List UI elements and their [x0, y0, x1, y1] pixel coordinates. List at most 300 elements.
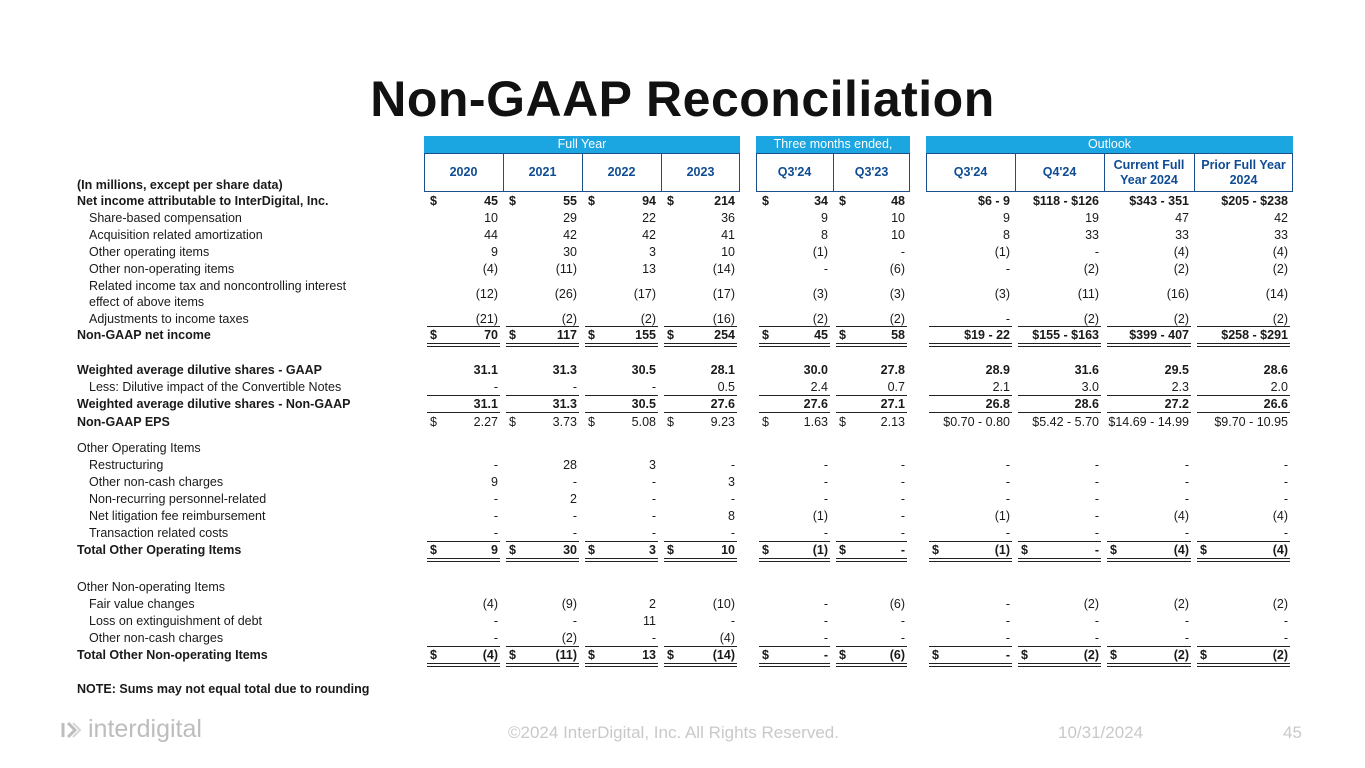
- cell: 2.4: [810, 380, 828, 394]
- underline: [1018, 395, 1101, 396]
- underline: [929, 395, 1012, 396]
- cell: -: [651, 475, 656, 489]
- units-label: (In millions, except per share data): [77, 178, 283, 192]
- dollar-sign: $: [588, 648, 595, 662]
- brand-name: interdigital: [88, 715, 202, 743]
- double-underline: [585, 343, 658, 347]
- double-underline: [585, 663, 658, 667]
- cell: -: [1184, 475, 1189, 489]
- column-divider: [582, 153, 583, 192]
- cell: 3: [649, 543, 656, 557]
- column-divider: [1104, 153, 1105, 192]
- cell: (9): [561, 597, 577, 611]
- cell: -: [651, 380, 656, 394]
- dollar-sign: $: [1200, 648, 1207, 662]
- double-underline: [427, 343, 500, 347]
- cell: -: [493, 614, 498, 628]
- cell: 31.3: [552, 363, 577, 377]
- cell: 55: [563, 194, 577, 208]
- underline: [1018, 541, 1101, 542]
- dollar-sign: $: [509, 194, 516, 208]
- cell: (17): [633, 287, 656, 301]
- underline: [664, 395, 737, 396]
- cell: -: [900, 245, 905, 259]
- cell: (2): [1272, 262, 1288, 276]
- cell: 41: [721, 228, 735, 242]
- row-label: Net litigation fee reimbursement: [89, 509, 266, 523]
- double-underline: [1018, 663, 1101, 667]
- cell: 2.13: [880, 415, 905, 429]
- dollar-sign: $: [588, 543, 595, 557]
- cell: 10: [721, 543, 735, 557]
- cell: -: [1283, 475, 1288, 489]
- cell: -: [730, 526, 735, 540]
- dollar-sign: $: [839, 194, 846, 208]
- cell: 3: [728, 475, 735, 489]
- underline: [1107, 395, 1191, 396]
- cell: -: [823, 458, 828, 472]
- cell: 10: [721, 245, 735, 259]
- cell: 155: [635, 328, 656, 342]
- cell: 31.1: [473, 397, 498, 411]
- cell: -: [1283, 614, 1288, 628]
- cell: 8: [728, 509, 735, 523]
- underline: [1197, 412, 1290, 413]
- cell: 42: [642, 228, 656, 242]
- cell: (1): [994, 245, 1010, 259]
- cell: $5.42 - 5.70: [1032, 415, 1099, 429]
- cell: 33: [1175, 228, 1189, 242]
- underline: [427, 646, 500, 647]
- cell: $118 - $126: [1032, 194, 1099, 208]
- cell: (2): [1083, 312, 1099, 326]
- cell: $155 - $163: [1032, 328, 1099, 342]
- cell: 3.73: [552, 415, 577, 429]
- cell: 0.5: [717, 380, 735, 394]
- cell: -: [900, 458, 905, 472]
- cell: 31.6: [1074, 363, 1099, 377]
- underline: [759, 326, 830, 327]
- double-underline: [506, 558, 579, 562]
- cell: -: [1283, 526, 1288, 540]
- cell: 10: [891, 211, 905, 225]
- cell: -: [1094, 492, 1099, 506]
- cell: $258 - $291: [1221, 328, 1288, 342]
- cell: 2.27: [473, 415, 498, 429]
- cell: 2.0: [1270, 380, 1288, 394]
- row-label: Loss on extinguishment of debt: [89, 614, 263, 628]
- cell: -: [651, 631, 656, 645]
- dollar-sign: $: [430, 648, 437, 662]
- cell: 10: [891, 228, 905, 242]
- cell: (11): [555, 648, 577, 662]
- cell: (2): [1173, 597, 1189, 611]
- underline: [1107, 412, 1191, 413]
- cell: 29: [563, 211, 577, 225]
- cell: 28.6: [1263, 363, 1288, 377]
- row-label: Acquisition related amortization: [89, 228, 263, 242]
- cell: -: [823, 648, 828, 662]
- cell: -: [572, 380, 577, 394]
- cell: -: [493, 380, 498, 394]
- cell: 70: [484, 328, 498, 342]
- cell: 28.6: [1074, 397, 1099, 411]
- cell: (16): [1166, 287, 1189, 301]
- cell: $19 - 22: [964, 328, 1010, 342]
- dollar-sign: $: [430, 543, 437, 557]
- cell: -: [1005, 526, 1010, 540]
- cell: 30: [563, 543, 577, 557]
- cell: 2: [649, 597, 656, 611]
- cell: 19: [1085, 211, 1099, 225]
- cell: (3): [994, 287, 1010, 301]
- dollar-sign: $: [588, 328, 595, 342]
- double-underline: [664, 343, 737, 347]
- underline: [664, 326, 737, 327]
- underline: [1197, 646, 1290, 647]
- cell: (3): [889, 287, 905, 301]
- underline: [1018, 326, 1101, 327]
- group-header-1: Three months ended,: [756, 136, 910, 153]
- underline: [836, 412, 907, 413]
- dollar-sign: $: [430, 194, 437, 208]
- cell: (6): [889, 262, 905, 276]
- underline: [585, 326, 658, 327]
- cell: 27.6: [710, 397, 735, 411]
- row-label: Net income attributable to InterDigital, Inc.: [77, 194, 329, 208]
- cell: (26): [554, 287, 577, 301]
- cell: 31.1: [473, 363, 498, 377]
- cell: -: [1184, 492, 1189, 506]
- cell: 47: [1175, 211, 1189, 225]
- row-label: Restructuring: [89, 458, 164, 472]
- cell: 28: [563, 458, 577, 472]
- row-label: Less: Dilutive impact of the Convertible Notes: [89, 380, 342, 394]
- row-label: Fair value changes: [89, 597, 195, 611]
- cell: -: [1005, 492, 1010, 506]
- cell: 26.8: [985, 397, 1010, 411]
- cell: -: [1283, 458, 1288, 472]
- row-label: Other non-cash charges: [89, 475, 224, 489]
- cell: (2): [561, 312, 577, 326]
- underline: [664, 646, 737, 647]
- dollar-sign: $: [1200, 543, 1207, 557]
- cell: (2): [1083, 597, 1099, 611]
- cell: -: [1005, 614, 1010, 628]
- cell: -: [730, 614, 735, 628]
- cell: (4): [1272, 245, 1288, 259]
- cell: (11): [1077, 287, 1099, 301]
- cell: (4): [719, 631, 735, 645]
- cell: -: [1184, 458, 1189, 472]
- cell: 9: [491, 543, 498, 557]
- cell: -: [900, 509, 905, 523]
- underline: [759, 412, 830, 413]
- dollar-sign: $: [667, 415, 674, 429]
- cell: (16): [712, 312, 735, 326]
- date-text: 10/31/2024: [1058, 723, 1144, 742]
- double-underline: [836, 558, 907, 562]
- row-label: Weighted average dilutive shares - Non-GAAP: [77, 397, 351, 411]
- underline: [1107, 646, 1191, 647]
- group-header-0: Full Year: [424, 136, 740, 153]
- cell: -: [1184, 631, 1189, 645]
- cell: -: [1005, 475, 1010, 489]
- rounding-note: NOTE: Sums may not equal total due to rounding: [77, 682, 370, 696]
- cell: -: [493, 509, 498, 523]
- cell: 34: [814, 194, 828, 208]
- underline: [585, 412, 658, 413]
- dollar-sign: $: [667, 328, 674, 342]
- cell: (4): [1272, 543, 1288, 557]
- double-underline: [759, 663, 830, 667]
- row-label: Transaction related costs: [89, 526, 229, 540]
- cell: -: [651, 509, 656, 523]
- double-underline: [1107, 558, 1191, 562]
- cell: -: [493, 458, 498, 472]
- underline: [836, 646, 907, 647]
- cell: -: [651, 492, 656, 506]
- underline: [585, 395, 658, 396]
- double-underline: [759, 558, 830, 562]
- row-label: Total Other Non-operating Items: [77, 648, 268, 662]
- cell: (2): [1083, 262, 1099, 276]
- column-divider: [1194, 153, 1195, 192]
- dollar-sign: $: [762, 648, 769, 662]
- dollar-sign: $: [667, 194, 674, 208]
- underline: [929, 541, 1012, 542]
- dollar-sign: $: [588, 194, 595, 208]
- cell: (11): [555, 262, 577, 276]
- dollar-sign: $: [932, 543, 939, 557]
- cell: 58: [891, 328, 905, 342]
- cell: 28.9: [985, 363, 1010, 377]
- cell: -: [651, 526, 656, 540]
- cell: 27.6: [803, 397, 828, 411]
- cell: 22: [642, 211, 656, 225]
- underline: [1107, 326, 1191, 327]
- cell: 214: [714, 194, 735, 208]
- column-header-3: 2023: [686, 165, 715, 179]
- double-underline: [836, 343, 907, 347]
- cell: (4): [482, 648, 498, 662]
- dollar-sign: $: [667, 648, 674, 662]
- double-underline: [836, 663, 907, 667]
- double-underline: [1197, 663, 1290, 667]
- row-label: Total Other Operating Items: [77, 543, 242, 557]
- cell: (2): [889, 312, 905, 326]
- cell: -: [1094, 458, 1099, 472]
- cell: (1): [812, 509, 828, 523]
- cell: -: [823, 475, 828, 489]
- cell: (21): [475, 312, 498, 326]
- cell: $6 - 9: [978, 194, 1010, 208]
- column-header-1: 2021: [528, 165, 557, 179]
- underline: [427, 326, 500, 327]
- cell: 2: [570, 492, 577, 506]
- cell: -: [1184, 526, 1189, 540]
- row-label: Other non-operating items: [89, 262, 235, 276]
- cell: (2): [1272, 648, 1288, 662]
- cell: (2): [1173, 648, 1189, 662]
- double-underline: [929, 663, 1012, 667]
- cell: (4): [1173, 245, 1189, 259]
- dollar-sign: $: [762, 194, 769, 208]
- dollar-sign: $: [839, 328, 846, 342]
- double-underline: [929, 558, 1012, 562]
- cell: (4): [1272, 509, 1288, 523]
- cell: (2): [640, 312, 656, 326]
- dollar-sign: $: [509, 543, 516, 557]
- cell: -: [1094, 245, 1099, 259]
- cell: 2.3: [1171, 380, 1189, 394]
- cell: -: [1005, 631, 1010, 645]
- underline: [664, 412, 737, 413]
- cell: -: [900, 631, 905, 645]
- cell: (10): [712, 597, 735, 611]
- cell: -: [900, 475, 905, 489]
- dollar-sign: $: [1021, 543, 1028, 557]
- dollar-sign: $: [932, 648, 939, 662]
- dollar-sign: $: [1110, 648, 1117, 662]
- column-header-7: Q4'24: [1042, 165, 1077, 179]
- cell: -: [1094, 631, 1099, 645]
- cell: (4): [482, 262, 498, 276]
- dollar-sign: $: [1110, 543, 1117, 557]
- cell: 3: [649, 458, 656, 472]
- cell: 13: [642, 648, 656, 662]
- cell: -: [1184, 614, 1189, 628]
- row-label: Non-recurring personnel-related: [89, 492, 267, 506]
- underline: [585, 541, 658, 542]
- underline: [427, 541, 500, 542]
- cell: 44: [484, 228, 498, 242]
- cell: -: [1094, 509, 1099, 523]
- cell: -: [1283, 492, 1288, 506]
- cell: -: [1094, 614, 1099, 628]
- cell: 3: [649, 245, 656, 259]
- row-label: Other operating items: [89, 245, 210, 259]
- cell: 30.0: [803, 363, 828, 377]
- cell: 29.5: [1164, 363, 1189, 377]
- underline: [1018, 646, 1101, 647]
- underline: [506, 412, 579, 413]
- page-number: 45: [1283, 723, 1302, 742]
- double-underline: [664, 558, 737, 562]
- dollar-sign: $: [509, 328, 516, 342]
- underline: [427, 412, 500, 413]
- cell: (17): [712, 287, 735, 301]
- double-underline: [585, 558, 658, 562]
- underline: [1197, 395, 1290, 396]
- cell: 42: [563, 228, 577, 242]
- cell: 9: [821, 211, 828, 225]
- cell: 10: [484, 211, 498, 225]
- column-header-0: 2020: [449, 165, 478, 179]
- column-header-8: Current Full Year 2024: [1113, 157, 1185, 187]
- row-label: Adjustments to income taxes: [89, 312, 249, 326]
- cell: 36: [721, 211, 735, 225]
- cell: (1): [812, 245, 828, 259]
- cell: 9: [491, 475, 498, 489]
- dollar-sign: $: [430, 415, 437, 429]
- dollar-sign: $: [588, 415, 595, 429]
- cell: -: [572, 526, 577, 540]
- double-underline: [506, 343, 579, 347]
- cell: $399 - 407: [1129, 328, 1189, 342]
- cell: 33: [1085, 228, 1099, 242]
- cell: -: [1094, 475, 1099, 489]
- dollar-sign: $: [839, 543, 846, 557]
- cell: (2): [812, 312, 828, 326]
- interdigital-logo: [60, 715, 202, 744]
- cell: -: [1005, 262, 1010, 276]
- cell: 27.2: [1164, 397, 1189, 411]
- cell: 45: [814, 328, 828, 342]
- underline: [506, 646, 579, 647]
- dollar-sign: $: [430, 328, 437, 342]
- cell: 45: [484, 194, 498, 208]
- cell: -: [493, 631, 498, 645]
- cell: -: [1005, 648, 1010, 662]
- cell: (4): [1173, 509, 1189, 523]
- cell: $343 - 351: [1129, 194, 1189, 208]
- underline: [759, 541, 830, 542]
- row-label: Other non-cash charges: [89, 631, 224, 645]
- cell: 254: [714, 328, 735, 342]
- column-header-4: Q3'24: [777, 165, 812, 179]
- cell: 9: [1003, 211, 1010, 225]
- cell: -: [493, 492, 498, 506]
- cell: 8: [1003, 228, 1010, 242]
- dollar-sign: $: [839, 415, 846, 429]
- underline: [929, 646, 1012, 647]
- double-underline: [664, 663, 737, 667]
- page-title: Non-GAAP Reconciliation: [370, 71, 995, 127]
- cell: -: [1094, 526, 1099, 540]
- row-label: Non-GAAP EPS: [77, 415, 170, 429]
- double-underline: [1107, 663, 1191, 667]
- cell: (12): [475, 287, 498, 301]
- double-underline: [506, 663, 579, 667]
- cell: (4): [1173, 543, 1189, 557]
- cell: -: [823, 492, 828, 506]
- double-underline: [1018, 343, 1101, 347]
- underline: [929, 326, 1012, 327]
- cell: 48: [891, 194, 905, 208]
- double-underline: [1018, 558, 1101, 562]
- column-divider: [661, 153, 662, 192]
- cell: -: [823, 597, 828, 611]
- cell: -: [823, 262, 828, 276]
- double-underline: [1197, 343, 1290, 347]
- underline: [759, 646, 830, 647]
- cell: -: [900, 614, 905, 628]
- cell: 31.3: [552, 397, 577, 411]
- cell: 28.1: [710, 363, 735, 377]
- copyright-text: ©2024 InterDigital, Inc. All Rights Reserved.: [508, 723, 839, 742]
- cell: 11: [643, 614, 656, 628]
- dollar-sign: $: [762, 415, 769, 429]
- cell: 9.23: [710, 415, 735, 429]
- cell: (3): [812, 287, 828, 301]
- double-underline: [1197, 558, 1290, 562]
- underline: [506, 326, 579, 327]
- cell: (2): [1173, 262, 1189, 276]
- cell: $205 - $238: [1221, 194, 1288, 208]
- cell: 27.1: [880, 397, 905, 411]
- row-label: Other Non-operating Items: [77, 580, 225, 594]
